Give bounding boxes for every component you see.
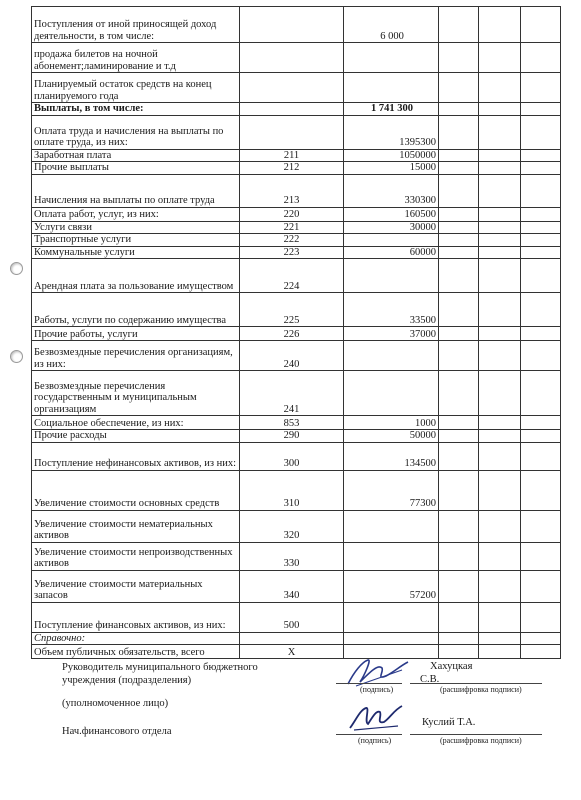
row-amount: 1050000 xyxy=(344,149,439,162)
row-empty-cell xyxy=(439,371,479,416)
table-row xyxy=(32,341,561,371)
table-row xyxy=(32,510,561,542)
budget-table xyxy=(31,6,561,659)
table-row xyxy=(32,115,561,149)
row-name: Заработная плата xyxy=(32,149,240,162)
table-row xyxy=(32,73,561,103)
table-row xyxy=(32,234,561,247)
row-empty-cell xyxy=(439,7,479,43)
row-name: Социальное обеспечение, из них: xyxy=(32,416,240,430)
row-amount: 37000 xyxy=(344,327,439,341)
row-empty-cell xyxy=(479,570,521,602)
row-amount: 60000 xyxy=(344,246,439,259)
row-empty-cell xyxy=(439,470,479,510)
row-empty-cell xyxy=(479,162,521,175)
row-name: Увеличение стоимости непроизводственных активов xyxy=(32,542,240,570)
budget-table-body xyxy=(32,7,561,659)
row-empty-cell xyxy=(521,371,561,416)
row-empty-cell xyxy=(439,416,479,430)
row-code: 224 xyxy=(240,259,344,293)
row-empty-cell xyxy=(521,149,561,162)
row-empty-cell xyxy=(479,293,521,327)
row-name: Арендная плата за пользование имуществом xyxy=(32,259,240,293)
row-code: 340 xyxy=(240,570,344,602)
row-code: 310 xyxy=(240,470,344,510)
row-amount: 15000 xyxy=(344,162,439,175)
row-code: 241 xyxy=(240,371,344,416)
table-row xyxy=(32,7,561,43)
table-row xyxy=(32,207,561,221)
row-empty-cell xyxy=(521,327,561,341)
row-name: Коммунальные услуги xyxy=(32,246,240,259)
row-empty-cell xyxy=(439,207,479,221)
row-empty-cell xyxy=(439,162,479,175)
row-empty-cell xyxy=(479,246,521,259)
row-empty-cell xyxy=(479,645,521,659)
row-empty-cell xyxy=(521,246,561,259)
row-name: Справочно: xyxy=(32,632,240,645)
row-amount: 1000 xyxy=(344,416,439,430)
fin-decoding-caption: (расшифровка подписи) xyxy=(440,736,522,745)
head-signature-line xyxy=(336,683,402,684)
row-amount xyxy=(344,234,439,247)
row-name: Оплата работ, услуг, из них: xyxy=(32,207,240,221)
row-amount xyxy=(344,602,439,632)
row-empty-cell xyxy=(521,43,561,73)
table-row xyxy=(32,645,561,659)
row-empty-cell xyxy=(521,221,561,234)
row-name: Безвозмездные перечисления государственным и муниципальным организациям xyxy=(32,371,240,416)
table-row xyxy=(32,542,561,570)
row-code: Х xyxy=(240,645,344,659)
row-amount xyxy=(344,632,439,645)
row-empty-cell xyxy=(521,103,561,116)
row-empty-cell xyxy=(439,442,479,470)
row-code: 290 xyxy=(240,430,344,443)
row-name: Прочие работы, услуги xyxy=(32,327,240,341)
fin-signature xyxy=(346,700,406,736)
row-empty-cell xyxy=(439,259,479,293)
row-amount xyxy=(344,510,439,542)
head-title: Руководитель муниципального бюджетного учреждения (подразделения) xyxy=(62,662,258,686)
row-empty-cell xyxy=(479,103,521,116)
row-code: 240 xyxy=(240,341,344,371)
row-empty-cell xyxy=(439,149,479,162)
row-amount: 1 741 300 xyxy=(344,103,439,116)
row-code: 320 xyxy=(240,510,344,542)
head-name-line2: С.В. xyxy=(420,674,440,685)
row-empty-cell xyxy=(439,327,479,341)
row-empty-cell xyxy=(521,234,561,247)
row-amount: 33500 xyxy=(344,293,439,327)
table-row xyxy=(32,103,561,116)
row-code: 221 xyxy=(240,221,344,234)
row-empty-cell xyxy=(521,570,561,602)
row-empty-cell xyxy=(479,602,521,632)
row-empty-cell xyxy=(521,207,561,221)
row-empty-cell xyxy=(521,7,561,43)
table-row xyxy=(32,430,561,443)
table-row xyxy=(32,221,561,234)
row-empty-cell xyxy=(521,510,561,542)
row-amount xyxy=(344,341,439,371)
row-name: Объем публичных обязательств, всего xyxy=(32,645,240,659)
row-code: 220 xyxy=(240,207,344,221)
row-amount xyxy=(344,43,439,73)
row-empty-cell xyxy=(479,259,521,293)
table-row xyxy=(32,416,561,430)
row-code: 223 xyxy=(240,246,344,259)
row-amount: 50000 xyxy=(344,430,439,443)
row-empty-cell xyxy=(479,115,521,149)
row-empty-cell xyxy=(521,259,561,293)
row-code xyxy=(240,103,344,116)
row-name: Начисления на выплаты по оплате труда xyxy=(32,174,240,207)
row-empty-cell xyxy=(521,645,561,659)
fin-decoding-line xyxy=(410,734,542,735)
row-empty-cell xyxy=(521,430,561,443)
row-empty-cell xyxy=(521,115,561,149)
table-row xyxy=(32,259,561,293)
table-row xyxy=(32,327,561,341)
punch-hole-bottom xyxy=(10,350,23,363)
row-empty-cell xyxy=(439,103,479,116)
row-empty-cell xyxy=(521,73,561,103)
row-code: 853 xyxy=(240,416,344,430)
row-empty-cell xyxy=(479,416,521,430)
head-signature xyxy=(342,650,412,690)
row-code: 500 xyxy=(240,602,344,632)
fin-signature-line xyxy=(336,734,402,735)
row-name: Поступление нефинансовых активов, из них: xyxy=(32,442,240,470)
row-empty-cell xyxy=(521,542,561,570)
row-empty-cell xyxy=(521,416,561,430)
row-amount: 1395300 xyxy=(344,115,439,149)
row-empty-cell xyxy=(479,430,521,443)
fin-name: Куслий Т.А. xyxy=(422,717,476,728)
table-row xyxy=(32,246,561,259)
row-empty-cell xyxy=(479,221,521,234)
row-empty-cell xyxy=(479,327,521,341)
row-empty-cell xyxy=(439,602,479,632)
row-empty-cell xyxy=(479,43,521,73)
row-empty-cell xyxy=(479,234,521,247)
row-name: Выплаты, в том числе: xyxy=(32,103,240,116)
row-code xyxy=(240,632,344,645)
head-signature-caption: (подпись) xyxy=(360,685,394,694)
row-amount xyxy=(344,371,439,416)
row-empty-cell xyxy=(439,570,479,602)
row-empty-cell xyxy=(439,246,479,259)
row-name: Оплата труда и начисления на выплаты по оплате труда, из них: xyxy=(32,115,240,149)
table-row xyxy=(32,570,561,602)
authorized-person-label: (уполномоченное лицо) xyxy=(62,698,169,709)
row-code: 225 xyxy=(240,293,344,327)
row-amount xyxy=(344,542,439,570)
row-empty-cell xyxy=(479,542,521,570)
row-amount xyxy=(344,259,439,293)
row-empty-cell xyxy=(439,632,479,645)
fin-signature-caption: (подпись) xyxy=(358,736,392,745)
row-empty-cell xyxy=(479,371,521,416)
table-row xyxy=(32,149,561,162)
table-row xyxy=(32,632,561,645)
head-decoding-line xyxy=(410,683,542,684)
row-empty-cell xyxy=(439,510,479,542)
row-empty-cell xyxy=(479,632,521,645)
row-code: 222 xyxy=(240,234,344,247)
row-empty-cell xyxy=(439,234,479,247)
row-code: 213 xyxy=(240,174,344,207)
row-empty-cell xyxy=(479,341,521,371)
row-empty-cell xyxy=(521,442,561,470)
row-code: 330 xyxy=(240,542,344,570)
row-amount: 160500 xyxy=(344,207,439,221)
row-empty-cell xyxy=(479,207,521,221)
row-empty-cell xyxy=(521,293,561,327)
row-empty-cell xyxy=(439,430,479,443)
fin-title: Нач.финансового отдела xyxy=(62,726,172,737)
row-empty-cell xyxy=(439,174,479,207)
row-empty-cell xyxy=(521,632,561,645)
row-empty-cell xyxy=(521,602,561,632)
row-amount: 134500 xyxy=(344,442,439,470)
row-name: Увеличение стоимости материальных запасов xyxy=(32,570,240,602)
table-row xyxy=(32,293,561,327)
row-code xyxy=(240,7,344,43)
row-name: Прочие расходы xyxy=(32,430,240,443)
row-name: Безвозмездные перечисления организациям, из них: xyxy=(32,341,240,371)
row-name: Увеличение стоимости основных средств xyxy=(32,470,240,510)
row-empty-cell xyxy=(521,470,561,510)
row-empty-cell xyxy=(479,510,521,542)
row-name: Работы, услуги по содержанию имущества xyxy=(32,293,240,327)
row-empty-cell xyxy=(479,442,521,470)
row-name: Увеличение стоимости нематериальных активов xyxy=(32,510,240,542)
row-empty-cell xyxy=(439,115,479,149)
row-empty-cell xyxy=(479,7,521,43)
table-row xyxy=(32,371,561,416)
table-row xyxy=(32,602,561,632)
head-name-line1: Хахуцкая xyxy=(430,661,473,672)
row-amount: 330300 xyxy=(344,174,439,207)
row-empty-cell xyxy=(439,341,479,371)
row-name: Транспортные услуги xyxy=(32,234,240,247)
row-empty-cell xyxy=(439,542,479,570)
row-amount: 30000 xyxy=(344,221,439,234)
row-empty-cell xyxy=(479,470,521,510)
row-name: продажа билетов на ночной абонемент;ламинирование и т.д xyxy=(32,43,240,73)
row-code xyxy=(240,43,344,73)
row-empty-cell xyxy=(479,149,521,162)
row-amount: 77300 xyxy=(344,470,439,510)
row-empty-cell xyxy=(439,73,479,103)
row-code xyxy=(240,73,344,103)
row-name: Планируемый остаток средств на конец планируемого года xyxy=(32,73,240,103)
row-code: 212 xyxy=(240,162,344,175)
head-decoding-caption: (расшифровка подписи) xyxy=(440,685,522,694)
table-row xyxy=(32,43,561,73)
table-row xyxy=(32,442,561,470)
row-code xyxy=(240,115,344,149)
row-code: 226 xyxy=(240,327,344,341)
row-code: 211 xyxy=(240,149,344,162)
row-name: Поступления от иной приносящей доход деятельности, в том числе: xyxy=(32,7,240,43)
row-name: Услуги связи xyxy=(32,221,240,234)
row-empty-cell xyxy=(439,645,479,659)
row-empty-cell xyxy=(439,221,479,234)
row-amount: 6 000 xyxy=(344,7,439,43)
row-amount: 57200 xyxy=(344,570,439,602)
table-row xyxy=(32,174,561,207)
table-row xyxy=(32,162,561,175)
row-empty-cell xyxy=(479,73,521,103)
row-amount xyxy=(344,73,439,103)
row-empty-cell xyxy=(439,293,479,327)
row-empty-cell xyxy=(521,162,561,175)
row-empty-cell xyxy=(479,174,521,207)
row-empty-cell xyxy=(521,341,561,371)
punch-hole-top xyxy=(10,262,23,275)
table-row xyxy=(32,470,561,510)
row-name: Поступление финансовых активов, из них: xyxy=(32,602,240,632)
row-empty-cell xyxy=(521,174,561,207)
row-empty-cell xyxy=(439,43,479,73)
row-name: Прочие выплаты xyxy=(32,162,240,175)
row-code: 300 xyxy=(240,442,344,470)
